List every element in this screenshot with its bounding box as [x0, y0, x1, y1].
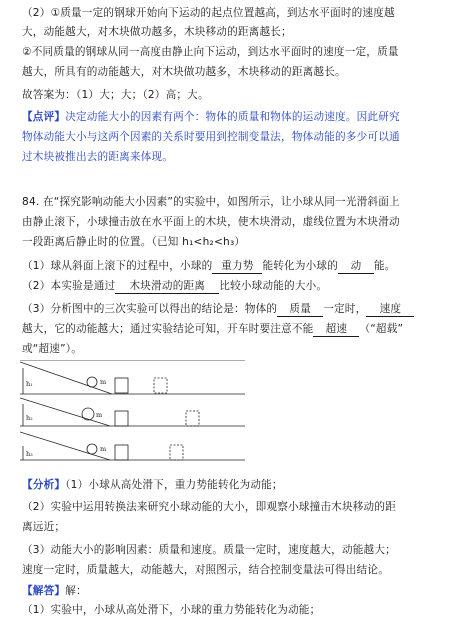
- ramp-slope: [20, 432, 110, 460]
- solution-line: [22, 584, 452, 598]
- comment-text: 决定动能大小的因素有两个：物体的质量和物体的运动速度。因此研究: [65, 111, 400, 123]
- sub-question-3: [22, 302, 452, 317]
- answer-blank: 动: [338, 259, 374, 274]
- comment-tag: 【点评】: [22, 111, 66, 123]
- text: （3）分析图中的三次实验可以得出的结论是：物体的: [22, 303, 278, 315]
- block-final-position: [170, 445, 183, 460]
- answer-blank: 木块滑动的距离: [115, 279, 219, 294]
- text-line: ②不同质量的钢球从同一高度由静止向下运动，到达水平面时的速度一定，质量: [22, 46, 399, 58]
- ball: [82, 408, 94, 420]
- experiment-figure: [20, 360, 245, 466]
- answer-blank: 超速: [313, 322, 359, 337]
- ball-label: m: [100, 378, 107, 386]
- solution-tag: 【解答】: [22, 585, 66, 597]
- height-label-h1: h₁: [26, 380, 33, 388]
- analysis-tag: 【分析】: [22, 479, 66, 491]
- text: （2）本实验是通过: [22, 280, 116, 292]
- text-line: 大，动能越大，对木块做功越多，木块移动的距离越长；: [22, 26, 292, 38]
- text: 一定时，: [323, 303, 367, 315]
- question-stem: 由静止滚下，小球撞击放在水平面上的木块，使木块滑动，虚线位置为木块滑动: [22, 216, 400, 228]
- question-stem: 84. 在“探究影响动能大小因素”的实验中，如图所示，让小球从同一光滑斜面上: [22, 196, 400, 208]
- solution-line: （1）实验中，小球从高处滑下，小球的重力势能转化为动能；: [22, 604, 321, 616]
- sub-question-3-cont: 或“超速”）。: [22, 343, 83, 355]
- answer-line: 故答案为：（1）大；大；（2）高；大。: [22, 89, 209, 101]
- wood-block: [115, 411, 128, 426]
- sub-question-1: [22, 259, 452, 274]
- comment-line: [22, 110, 452, 124]
- wood-block: [115, 445, 128, 460]
- comment-line: 物体动能大小与这两个因素的关系时要用到控制变量法，物体动能的多少可以通: [22, 131, 400, 143]
- ball-label: m: [96, 411, 103, 419]
- analysis-line: （2）实验中运用转换法来研究小球动能的大小，即观察小球撞击木块移动的距: [22, 501, 396, 513]
- analysis-line: 离远近；: [22, 521, 66, 533]
- sub-question-3-cont: [22, 322, 452, 337]
- text: 越大，它的动能越大；通过实验结论可知，开车时要注意不能: [22, 323, 314, 335]
- text: 能转化为小球的: [262, 260, 338, 272]
- ball: [87, 444, 97, 454]
- height-label-h3: h₃: [26, 450, 33, 458]
- text-line: （2）①质量一定的钢球开始向下运动的起点位置越高，到达水平面时的速度越: [22, 7, 395, 19]
- height-label-h2: h₂: [26, 414, 33, 422]
- wood-block: [115, 378, 128, 393]
- comment-line: 过木块被推出去的距离来体现。: [22, 151, 174, 163]
- text: 能。: [374, 260, 396, 272]
- analysis-line: [22, 478, 452, 492]
- ball-label: m: [100, 445, 107, 453]
- ball: [87, 377, 97, 387]
- text: （1）小球从高处滑下，重力势能转化为动能；: [65, 479, 283, 491]
- analysis-line: （3）动能大小的影响因素：质量和速度。质量一定时，速度越大，动能越大；: [22, 544, 396, 556]
- block-final-position: [154, 378, 167, 393]
- ramp-slope: [20, 362, 112, 394]
- answer-blank: 速度: [366, 302, 414, 317]
- block-final-position: [186, 411, 199, 426]
- analysis-line: 速度一定时，质量越大，动能越大，对照图示，结合控制变量法可得出结论。: [22, 564, 389, 576]
- text: （“超载”: [359, 323, 404, 335]
- answer-blank: 质量: [277, 302, 323, 317]
- text: （1）球从斜面上滚下的过程中，小球的: [22, 260, 213, 272]
- text: 解：: [65, 585, 87, 597]
- text-line: 越大，所具有的动能越大，对木块做功越多，木块移动的距离越长。: [22, 66, 346, 78]
- question-stem: 一段距离后静止时的位置。（已知 h₁<h₂<h₃）: [22, 236, 246, 248]
- sub-question-2: [22, 279, 452, 294]
- answer-blank: 重力势: [212, 259, 262, 274]
- text: 比较小球动能的大小。: [219, 280, 328, 292]
